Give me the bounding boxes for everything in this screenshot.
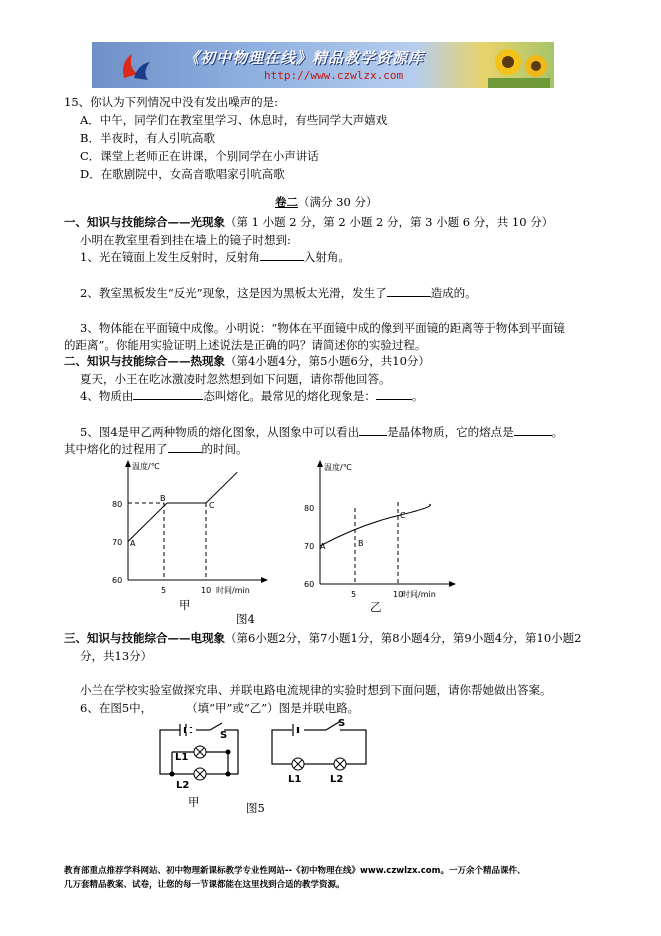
graph-jia-ytick-80: 80: [112, 500, 123, 509]
q15-option-a: A．中午，同学们在教室里学习、休息时，有些同学大声嬉戏: [80, 113, 388, 127]
graph-jia-ytick-70: 70: [112, 538, 123, 547]
graph-jia: [104, 456, 274, 608]
s2-q4-blank1[interactable]: [133, 388, 203, 400]
circuit-yi-frame: [272, 730, 366, 764]
circuit-yi-l1-label: L1: [288, 774, 302, 785]
s2-scoring: （第4小题4分，第5小题6分，共10分）: [225, 354, 430, 368]
circuit-yi-l2-label: L2: [330, 774, 344, 785]
s3-intro: 小兰在学校实验室做探究串、并联电路电流规律的实验时想到下面问题，请你帮她做出答案。: [80, 683, 552, 697]
graph-jia-ylabel: 温度/℃: [132, 462, 160, 471]
circuit-jia-l2-label: L2: [176, 780, 190, 790]
node-icon: [170, 772, 175, 777]
graph-yi-ytick-70: 70: [304, 542, 315, 551]
circuit-jia-switch-label: S: [220, 730, 228, 741]
circuit-yi-switch-label: S: [338, 718, 346, 729]
s2-q5-text-a: 5、图4是甲乙两种物质的熔化图象，从图象中可以看出: [80, 425, 360, 439]
graph-jia-label: 甲: [179, 598, 191, 612]
s2-q4-text-a: 4、物质由: [80, 389, 134, 403]
q15-stem: 15、你认为下列情况中没有发出噪声的是:: [64, 95, 279, 109]
s2-q4: [80, 388, 423, 404]
s2-q5-text-d: 其中熔化的过程用了: [64, 442, 168, 456]
s2-q5-blank3[interactable]: [168, 441, 202, 453]
graph-jia-point-a: A: [130, 539, 136, 548]
s3-q6-text-a: 6、在图5中，: [80, 701, 153, 715]
graph-yi-x-arrow: [449, 581, 456, 587]
banner-title: 《初中物理在线》精品教学资源库: [184, 49, 425, 67]
s2-q5-blank2[interactable]: [514, 424, 552, 436]
s2-q5-blank1[interactable]: [359, 424, 387, 436]
graph-jia-series-line: [128, 472, 237, 541]
header-banner: [92, 42, 554, 88]
logo-icon: [118, 48, 156, 84]
s1-q2-text-b: 造成的。: [430, 286, 477, 300]
footer-line1: 教育部重点推荐学科网站、初中物理新课标教学专业性网站--《初中物理在线》www.czwlzx.com。一万余个精品课件、: [64, 866, 526, 876]
circuit-jia-l1-label: L1: [175, 752, 189, 763]
s1-q2-blank[interactable]: [387, 285, 431, 297]
s1-q1-text-a: 1、光在镜面上发生反射时，反射角: [80, 250, 260, 264]
s3-q6: [80, 700, 359, 716]
figure5-caption: 图5: [246, 801, 265, 815]
footer-line2: 几万套精品教案、试卷，让您的每一节课都能在这里找到合适的教学资源。: [64, 880, 345, 890]
graph-jia-xlabel: 时间/min: [216, 586, 250, 595]
part2-title: [275, 194, 377, 210]
s2-q4-blank2[interactable]: [376, 388, 412, 400]
s1-heading-line: [64, 214, 553, 230]
s2-q4-text-c: 。: [411, 389, 424, 403]
s3-heading-line: [64, 630, 581, 646]
s3-scoring-2: 分，共13分）: [80, 649, 153, 663]
banner-url[interactable]: http://www.czwlzx.com: [264, 69, 404, 82]
s2-heading: 二、知识与技能综合——热现象: [64, 354, 225, 368]
s1-q1-text-b: 入射角。: [303, 250, 350, 264]
graph-jia-y-arrow: [125, 460, 131, 467]
graph-yi-ylabel: 温度/℃: [324, 463, 352, 472]
graph-jia-x-arrow: [261, 577, 268, 583]
circuit-jia-label: 甲: [188, 795, 200, 809]
s2-q5-text-b: 是晶体物质，它的熔点是: [387, 425, 514, 439]
graph-yi-label: 乙: [370, 600, 382, 614]
s2-heading-line: [64, 353, 430, 369]
s2-q5-line2: [64, 441, 248, 457]
graph-jia-xtick-5: 5: [161, 586, 167, 595]
s1-q2-text-a: 2、教室黑板发生“反光”现象，这是因为黑板太光滑，发生了: [80, 286, 387, 300]
graph-yi-ytick-60: 60: [304, 580, 315, 589]
graph-jia-xtick-10: 10: [201, 586, 212, 595]
s3-heading: 三、知识与技能综合——电现象: [64, 631, 225, 645]
q15-option-d: D．在歌剧院中，女高音歌唱家引吭高歌: [80, 167, 285, 181]
graph-yi-point-c: C: [400, 511, 406, 520]
graph-yi-series-line: [320, 504, 431, 546]
sunflower-icon: [488, 44, 550, 88]
s2-q4-text-b: 态叫熔化。最常见的熔化现象是：: [203, 389, 376, 403]
graph-yi-point-a: A: [320, 542, 326, 551]
graph-yi-ytick-80: 80: [304, 504, 315, 513]
circuit-yi: [266, 716, 372, 786]
graph-yi-xtick-5: 5: [351, 590, 357, 599]
s1-q3-line1: 3、物体能在平面镜中成像。小明说：“物体在平面镜中成的像到平面镜的距离等于物体到平面镜: [80, 321, 565, 335]
s3-q6-blank[interactable]: [152, 701, 186, 712]
graph-yi-xlabel: 时间/min: [402, 590, 436, 599]
graph-jia-point-b: B: [160, 494, 166, 503]
s2-q5-text-c: 。: [551, 425, 564, 439]
s2-q5: [80, 424, 563, 440]
graph-jia-point-c: C: [209, 501, 215, 510]
q15-option-b: B．半夜时，有人引吭高歌: [80, 131, 215, 145]
circuit-jia: [150, 718, 250, 790]
part2-title-text: 卷二: [275, 195, 298, 209]
s1-q1: [80, 249, 350, 265]
graph-yi-xtick-10: 10: [393, 590, 404, 599]
s2-q5-text-e: 的时间。: [201, 442, 248, 456]
s1-intro: 小明在教室里看到挂在墙上的镜子时想到:: [80, 233, 291, 247]
q15-option-c: C．课堂上老师正在讲课，个别同学在小声讲话: [80, 149, 319, 163]
s1-q2: [80, 285, 477, 301]
s2-intro: 夏天，小王在吃冰激凌时忽然想到如下问题，请你帮他回答。: [80, 372, 391, 386]
s1-q3-line2: 的距离”。你能用实验证明上述说法是正确的吗？请简述你的实验过程。: [64, 338, 427, 352]
graph-yi-point-b: B: [358, 539, 364, 548]
s1-heading: 一、知识与技能综合——光现象: [64, 215, 225, 229]
s3-q6-text-b: （填“甲”或“乙”）图是并联电路。: [186, 701, 360, 715]
graph-yi-y-arrow: [317, 460, 323, 467]
part2-score: （满分 30 分）: [298, 195, 378, 209]
s3-scoring: （第6小题2分，第7小题1分，第8小题4分，第9小题4分，第10小题2: [225, 631, 582, 645]
figure4-caption: 图4: [236, 612, 255, 626]
s1-q1-blank[interactable]: [260, 249, 304, 261]
s1-scoring: （第 1 小题 2 分，第 2 小题 2 分，第 3 小题 6 分，共 10 分）: [225, 215, 554, 229]
graph-yi: [296, 456, 466, 608]
graph-jia-ytick-60: 60: [112, 576, 123, 585]
